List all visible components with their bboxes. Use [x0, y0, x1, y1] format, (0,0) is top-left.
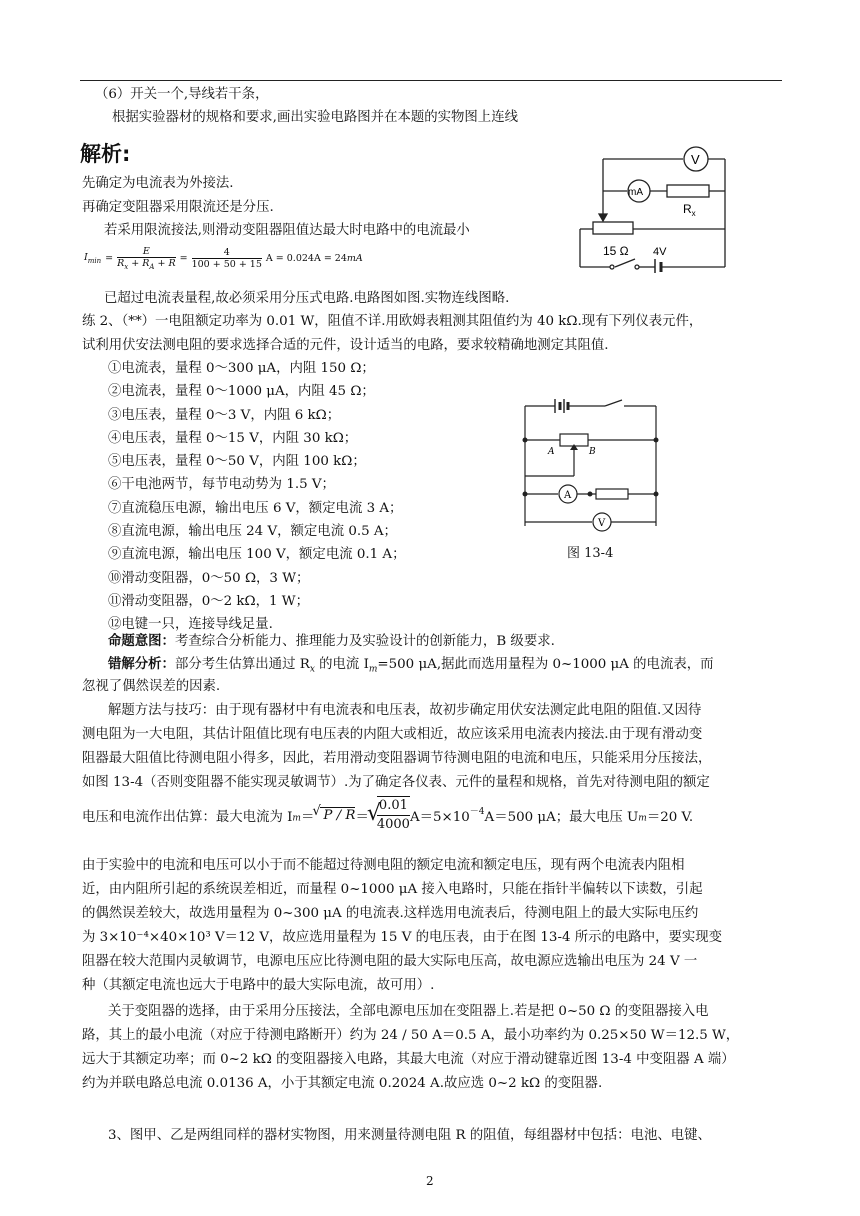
ex2-intro: 练 2、（**）一电阻额定功率为 0.01 W，阻值不详.用欧姆表粗测其阻值约为 40 kΩ.现有下列仪表元件， — [82, 314, 703, 329]
figure-caption: 图 13-4 — [567, 546, 614, 561]
rheostat-line: 远大于其额定功率；而 0~2 kΩ 的变阻器接入电路，其最大电流（对应于滑动键靠近图 13-4 中变阻器 A 端） — [82, 1052, 735, 1067]
analysis-line: 近，由内阻所引起的系统误差相近，而量程 0~1000 μA 接入电路时，只能在指针半偏转以下读数，引起 — [82, 882, 703, 897]
equipment-item: ⑥干电池两节，每节电动势为 1.5 V； — [108, 477, 335, 493]
voltmeter-label: V — [598, 518, 606, 529]
rheostat-line: 关于变阻器的选择，由于采用分压接法，全部电源电压加在变阻器上.若是把 0~50 Ω 的变阻器接入电 — [108, 1004, 709, 1019]
rx-label: $R_x$ — [683, 202, 696, 218]
solution-line-4: 已超过电流表量程,故必须采用分压式电路.电路图如图.实物连线图略. — [104, 291, 510, 306]
equipment-item: ⑫电键一只，连接导线足量. — [108, 617, 273, 633]
error-line: 错解分析：部分考生估算出通过 $R_x$ 的电流 $I_m=500$ μA,据此而选用量程为 0~1000 μA 的电流表，而 — [108, 656, 714, 675]
page-number: 2 — [426, 1174, 434, 1188]
analysis-line: 由于实验中的电流和电压可以小于而不能超过待测电阻的额定电流和额定电压，现有两个电流表内阻相 — [82, 858, 685, 873]
intent-text: 考查综合分析能力、推理能力及实验设计的创新能力，B 级要求. — [174, 634, 555, 649]
equipment-item: ⑨直流电源，输出电压 100 V，额定电流 0.1 A； — [108, 547, 406, 563]
sqrt-fraction: √ $\frac{0.01}{4000}$ — [366, 798, 410, 832]
divider-circuit-diagram — [575, 143, 750, 273]
equipment-item: ⑩滑动变阻器，0～50 Ω，3 W； — [108, 570, 310, 586]
method-line: 测电阻为一大电阻，其估计阻值比现有电压表的内阻大或相近，故应该采用电流表内接法.由于现有滑动变 — [82, 727, 703, 742]
instruction-line: 根据实验器材的规格和要求,画出实验电路图并在本题的实物图上连线 — [112, 110, 518, 125]
equipment-item: ⑪滑动变阻器，0～2 kΩ，1 W； — [108, 593, 309, 609]
terminal-b-label: B — [589, 447, 596, 457]
solution-heading: 解析: — [80, 142, 131, 166]
analysis-line: 为 3×10⁻⁴×40×10³ V＝12 V，故应选用量程为 15 V 的电压表，由于在图 13-4 所示的电路中，要实现变 — [82, 930, 723, 945]
sqrt-pr: √ P / R — [312, 804, 356, 823]
rheostat-label: 15 Ω — [603, 244, 629, 258]
equipment-item: ④电压表，量程 0～15 V，内阻 30 kΩ； — [108, 430, 358, 446]
milliammeter-label: mA — [628, 187, 643, 198]
terminal-a-label: A — [548, 447, 555, 457]
equipment-item: ①电流表，量程 0～300 μA，内阻 150 Ω； — [108, 361, 375, 376]
figure-13-4-circuit — [520, 396, 665, 534]
battery-label: 4V — [653, 246, 667, 258]
intent-line — [108, 632, 555, 651]
equipment-list — [108, 357, 405, 637]
analysis-line: 阻器在较大范围内灵敏调节，电源电压应比待测电阻的最大实际电压高，故电源应选输出电压为 24 V 一 — [82, 954, 698, 969]
error-line-2: 忽视了偶然误差的因素. — [82, 679, 221, 694]
equipment-item: ⑧直流电源，输出电压 24 V，额定电流 0.5 A； — [108, 524, 397, 540]
rheostat-line: 约为并联电路总电流 0.0136 A，小于其额定电流 0.2024 A.故应选 0~2 kΩ 的变阻器. — [82, 1076, 603, 1091]
analysis-line: 种（其额定电流也远大于电路中的最大实际电流，故可用）. — [82, 978, 435, 993]
ammeter-label: A — [564, 490, 572, 501]
rheostat-line: 路，其上的最小电流（对应于待测电路断开）约为 24 / 50 A＝0.5 A，最小功率约为 0.25×50 W＝12.5 W， — [82, 1028, 740, 1043]
error-label: 错解分析： — [108, 656, 175, 672]
estimate-line: 电压和电流作出估算：最大电流为 I $_m$ ＝ √ P / R ＝ √ $\frac{0.01}{4000}$ A＝5×10 $^{-4}$ A＝500 μA；最大电压 U $_m$ ＝20 V. — [82, 798, 694, 832]
solution-line-3: 若采用限流接法,则滑动变阻器阻值达最大时电路中的电流最小 — [104, 223, 470, 238]
question-3-line: 3、图甲、乙是两组同样的器材实物图，用来测量待测电阻 R 的阻值，每组器材中包括：电池、电键、 — [108, 1128, 711, 1143]
equipment-item: ③电压表，量程 0～3 V，内阻 6 kΩ； — [108, 407, 341, 423]
method-line: 如图 13-4（否则变阻器不能实现灵敏调节）.为了确定各仪表、元件的量程和规格，首先对待测电阻的额定 — [82, 775, 710, 790]
method-line: 阻器最大阻值比待测电阻小得多，因此，若用滑动变阻器调节待测电阻的电流和电压，只能采用分压接法， — [82, 751, 712, 766]
intent-label: 命题意图： — [108, 633, 175, 649]
equipment-item: ⑦直流稳压电源，输出电压 6 V，额定电流 3 A； — [108, 500, 403, 516]
equipment-item: ②电流表，量程 0～1000 μA，内阻 45 Ω； — [108, 384, 375, 400]
method-line: 解题方法与技巧：由于现有器材中有电流表和电压表，故初步确定用伏安法测定此电阻的阻值.又因待 — [108, 703, 702, 718]
item-6-line: （6）开关一个,导线若干条， — [95, 87, 269, 102]
imin-formula: $I_{min}$ = $\frac{E}{R_x + R_A + R}$ = $\frac{4}{100 + 50 + 15}$ A = 0.024A = 24mA — [84, 246, 363, 271]
analysis-line: 的偶然误差较大，故选用量程为 0~300 μA 的电流表.这样选用电流表后，待测电阻上的最大实际电压约 — [82, 906, 699, 921]
voltmeter-label: V — [691, 152, 700, 167]
equipment-item: ⑤电压表，量程 0～50 V，内阻 100 kΩ； — [108, 454, 366, 470]
solution-line-2: 再确定变阻器采用限流还是分压. — [82, 200, 274, 215]
solution-line-1: 先确定为电流表为外接法. — [82, 176, 234, 191]
ex2-intro-2: 试利用伏安法测电阻的要求选择合适的元件，设计适当的电路，要求较精确地测定其阻值. — [82, 338, 609, 353]
header-rule — [80, 80, 782, 81]
